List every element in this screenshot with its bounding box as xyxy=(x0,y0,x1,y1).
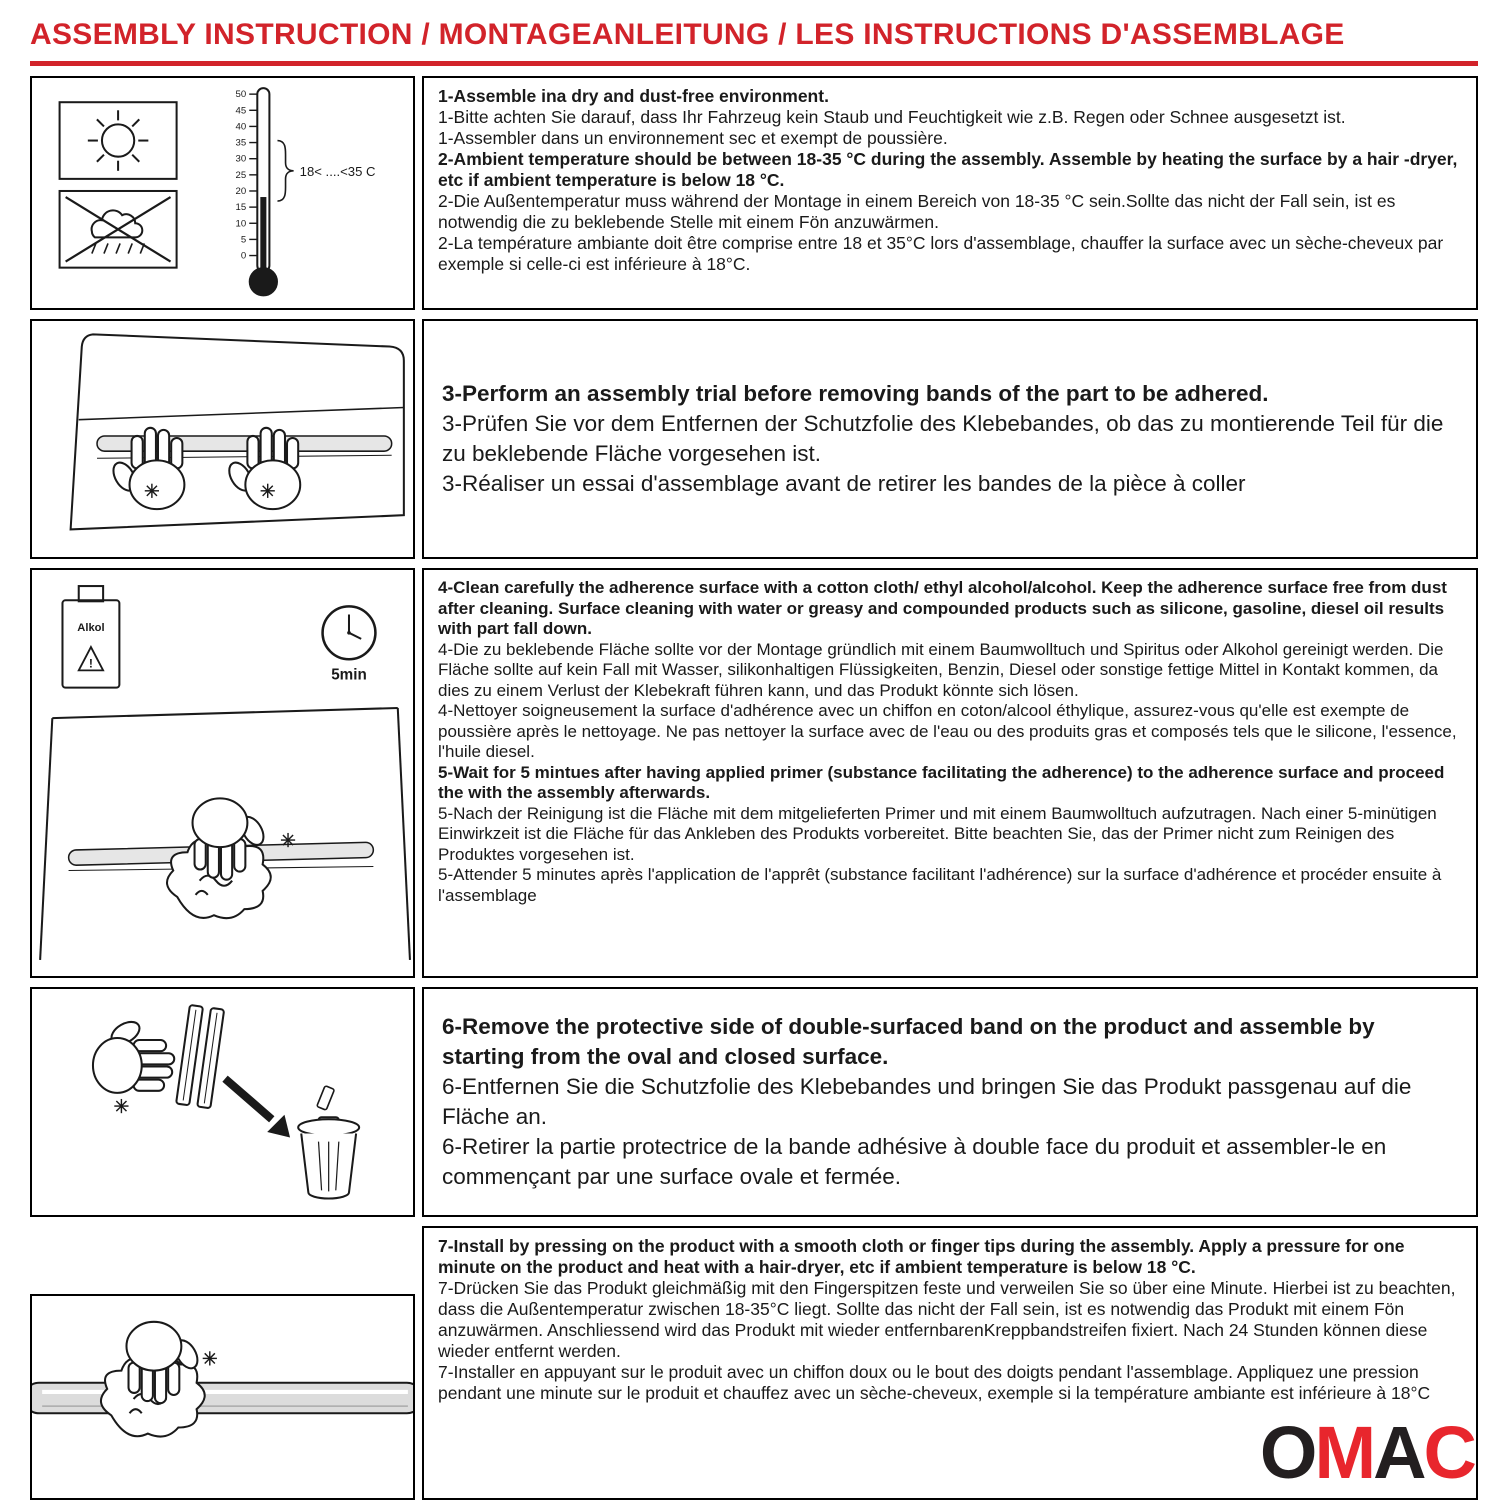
step3-en: 3-Perform an assembly trial before removing bands of the part to be adhered. xyxy=(442,381,1269,406)
page-title: ASSEMBLY INSTRUCTION / MONTAGEANLEITUNG / LES INSTRUCTIONS D'ASSEMBLAGE xyxy=(30,18,1345,51)
logo-letter: C xyxy=(1423,1411,1474,1494)
step3-de: 3-Prüfen Sie vor dem Entfernen der Schutzfolie des Klebebandes, ob das zu montierende Teil für die zu beklebende Fläche vorgesehen ist. xyxy=(442,411,1444,466)
sparkle-icon xyxy=(281,833,295,847)
step1-de: 1-Bitte achten Sie darauf, dass Ihr Fahrzeug kein Staub und Feuchtigkeit wie z.B. Regen oder Schnee ausgesetzt ist. xyxy=(438,107,1346,127)
sparkle-icon xyxy=(261,484,275,498)
step5-fr: 5-Attender 5 minutes après l'application de l'apprêt (substance facilitant l'adhérence) sur la surface d'adhérence et procéder ensuite à l'assemblage xyxy=(438,865,1442,905)
section-steps-1-2 xyxy=(30,76,1478,310)
tape-strips-icon xyxy=(176,1005,224,1108)
logo-letter: A xyxy=(1373,1411,1424,1494)
sparkle-icon xyxy=(203,1351,217,1365)
illustration-peel-band xyxy=(30,987,415,1217)
cleaning-illustration xyxy=(32,570,413,976)
section-step-3 xyxy=(30,319,1478,559)
step4-de: 4-Die zu beklebende Fläche sollte vor der Montage gründlich mit einem Baumwolltuch und Spiritus oder Alkohol gereinigt werden. Die Fläche sollte auf kein Fall mit Wasser, silikonhaltigen Flüssigkeiten, Benzin, Diesel oder sonstige fettige Mittel in Kontakt kommen, da dies zu einem Verlust der Klebekraft führen kann, und das Produkt könnte sich lösen. xyxy=(438,639,1444,700)
illustration-assembly-trial xyxy=(30,319,415,559)
logo-letter: O xyxy=(1259,1411,1315,1494)
step7-de: 7-Drücken Sie das Produkt gleichmäßig mit den Fingerspitzen feste und verweilen Sie so über eine Minute. Hierbei ist zu beachten, dass die Außentemperatur zwischen 18-35°C liegt. Sollte das nicht der Fall sein, ist es notwendig das Produkt mit einem Fön anzuwärmen. Anschliessend wird das Produkt mit wieder entfernbarenKreppbandstreifen fixiert. Nach 24 Stunden können diese wieder entfernt werden. xyxy=(438,1278,1456,1361)
step1-fr: 1-Assembler dans un environnement sec et exempt de poussière. xyxy=(438,128,948,148)
step4-fr: 4-Nettoyer soigneusement la surface d'adhérence avec un chiffon en coton/alcool éthylique, assurez-vous qu'elle est exempte de poussière après le nettoyage. Ne pas nettoyer la surface avec de l'eau ou des produits gras et composés tels que le silicone, l'essence, l'huile diesel. xyxy=(438,701,1457,761)
thermometer-scale xyxy=(236,89,247,261)
thermometer-icon xyxy=(236,88,376,296)
svg-text:0: 0 xyxy=(240,250,247,262)
trim-strip-icon xyxy=(32,1383,413,1413)
step2-de: 2-Die Außentemperatur muss während der Montage in einem Bereich von 18-35 °C sein.Sollte das nicht der Fall sein, ist es notwendig die zu beklebende Stelle mit einem Fön anzuwärmen. xyxy=(438,191,1396,232)
illustration-cleaning xyxy=(30,568,415,978)
step7-en: 7-Install by pressing on the product with a smooth cloth or finger tips during the assembly. Apply a pressure for one minute on the product and heat with a hair-dryer, etc if ambient temperature is below 18 °C. xyxy=(438,1236,1405,1277)
step2-fr: 2-La température ambiante doit être comprise entre 18 et 35°C lors d'assemblage, chauffer la surface avec un sèche-cheveux par exemple si celle-ci est inférieure à 18°C. xyxy=(438,233,1444,274)
title-underline xyxy=(30,61,1478,66)
temperature-range-label: 18< ....<35 C xyxy=(299,163,376,179)
illustration-press xyxy=(30,1294,415,1500)
car-door-trim-icon xyxy=(71,334,404,529)
svg-text:20: 20 xyxy=(235,186,247,198)
step2-en: 2-Ambient temperature should be between 18-35 °C during the assembly. Assemble by heating the surface by a hair -dryer, etc if ambient temperature is below 18 °C. xyxy=(438,149,1458,190)
instructions-steps-1-2 xyxy=(422,76,1478,310)
svg-text:30: 30 xyxy=(235,153,247,165)
step3-fr: 3-Réaliser un essai d'assemblage avant de retirer les bandes de la pièce à coller xyxy=(442,471,1246,496)
svg-text:5: 5 xyxy=(240,234,247,246)
svg-text:Alkol: Alkol xyxy=(77,621,105,634)
section-steps-4-5 xyxy=(30,568,1478,978)
step6-fr: 6-Retirer la partie protectrice de la bande adhésive à double face du produit et assembler-le en commençant par une surface ovale et fermée. xyxy=(442,1134,1387,1189)
step5-de: 5-Nach der Reinigung ist die Fläche mit dem mitgelieferten Primer und mit einem Baumwolltuch aufzutragen. Nach einer 5-minütigen Einwirkzeit ist die Fläche für das Ankleben des Produkts vorbereitet. Bitte beachten Sie, das der Primer nicht zum Reinigen des Produktes vorgesehen ist. xyxy=(438,803,1437,864)
step4-en: 4-Clean carefully the adherence surface with a cotton cloth/ ethyl alcohol/alcohol. Keep the adherence surface free from dust after cleaning. Surface cleaning with water or greasy and compounded products such as silicone, gasoline, diesel oil results with part fall down. xyxy=(438,578,1447,638)
svg-text:40: 40 xyxy=(235,121,247,133)
svg-text:10: 10 xyxy=(235,218,247,230)
svg-text:25: 25 xyxy=(235,169,247,181)
step5-en: 5-Wait for 5 mintues after having applied primer (substance facilitating the adherence) to the adherence surface and proceed the with the assembly afterwards. xyxy=(438,762,1445,802)
wait-time-label: 5min xyxy=(331,666,367,684)
step7-fr: 7-Installer en appuyant sur le produit avec un chiffon doux ou le bout des doigts pendant l'assemblage. Appliquez une pression pendant une minute sur le produit et chauffez avec un sèche-cheveux, exemple si la température ambiante est inférieure à 18°C xyxy=(438,1362,1431,1403)
press-illustration xyxy=(32,1296,413,1498)
svg-text:35: 35 xyxy=(235,137,247,149)
sparkle-icon xyxy=(145,484,159,498)
section-step-6 xyxy=(30,987,1478,1217)
no-rain-icon xyxy=(60,191,177,268)
omac-logo xyxy=(1259,1411,1474,1494)
illustration-environment xyxy=(30,76,415,310)
instructions-step-6 xyxy=(422,987,1478,1217)
assembly-trial-illustration xyxy=(32,321,413,557)
hand-icon xyxy=(93,1017,174,1092)
trash-can-icon xyxy=(298,1086,359,1199)
step6-en: 6-Remove the protective side of double-surfaced band on the product and assemble by starting from the oval and closed surface. xyxy=(442,1014,1375,1069)
environment-illustration xyxy=(32,78,413,308)
alcohol-bottle-icon xyxy=(62,586,119,688)
svg-text:!: ! xyxy=(88,656,93,671)
peel-band-illustration xyxy=(32,989,413,1215)
svg-text:15: 15 xyxy=(235,202,247,214)
step1-en: 1-Assemble ina dry and dust-free environment. xyxy=(438,86,829,106)
instructions-steps-4-5 xyxy=(422,568,1478,978)
clock-icon xyxy=(323,606,376,683)
step6-de: 6-Entfernen Sie die Schutzfolie des Klebebandes und bringen Sie das Produkt passgenau auf die Fläche an. xyxy=(442,1074,1412,1129)
sparkle-icon xyxy=(114,1099,128,1113)
svg-text:50: 50 xyxy=(235,89,247,101)
arrow-icon xyxy=(225,1079,290,1138)
logo-letter: M xyxy=(1314,1411,1374,1494)
sun-icon xyxy=(60,102,177,179)
instructions-step-3 xyxy=(422,319,1478,559)
svg-text:45: 45 xyxy=(235,105,247,117)
